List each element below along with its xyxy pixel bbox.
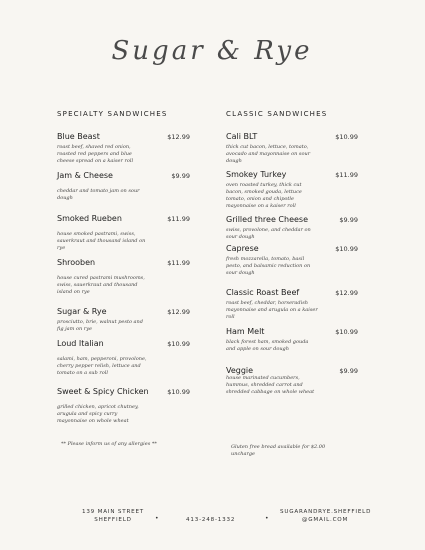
item-price: $10.99 (335, 133, 358, 141)
email-line-1: SUGARANDRYE.SHEFFIELD (280, 509, 372, 515)
menu-item (226, 215, 358, 241)
item-description: roast beef, shaved red onion, roasted red peppers and blue cheese spread on a kaiser roll (57, 144, 134, 164)
footer-email[interactable] (280, 508, 370, 524)
menu-item (226, 366, 358, 396)
allergy-note: ** Please inform us of any allergies ** (61, 441, 157, 447)
specialty-section (57, 110, 190, 424)
item-description: cheddar and tomato jam on sour dough (57, 188, 140, 201)
item-price: $10.99 (167, 388, 190, 396)
item-name: Blue Beast (57, 132, 100, 141)
item-name: Cali BLT (226, 132, 258, 141)
item-name: Classic Roast Beef (226, 288, 300, 297)
item-price: $12.99 (167, 308, 190, 316)
item-name: Veggie (226, 366, 254, 375)
brand-logo (0, 32, 425, 72)
item-name: Loud Italian (57, 339, 104, 348)
classic-section (226, 110, 358, 395)
footer-separator: • (265, 515, 269, 522)
menu-item (226, 132, 358, 165)
item-name: Sugar & Rye (57, 307, 107, 316)
item-price: $9.99 (339, 367, 358, 375)
footer-separator: • (155, 515, 159, 522)
item-price: $9.99 (171, 172, 190, 180)
item-price: $12.99 (335, 289, 358, 297)
item-description: salami, ham, pepperoni, provolone, cherry pepper relish, lettuce and tomato on a sub roll (57, 356, 147, 376)
menu-item (226, 244, 358, 277)
address-line-2: SHEFFIELD (94, 517, 132, 523)
classic-heading: CLASSIC SANDWICHES (226, 110, 328, 118)
menu-item (57, 258, 190, 296)
address-line-1: 139 MAIN STREET (81, 509, 145, 515)
menu-item (226, 327, 358, 353)
email-line-2: @GMAIL.COM (301, 517, 349, 523)
item-description: grilled chicken, apricot chutney, arugula and spicy curry mayonnaise on whole wheat (57, 404, 139, 424)
menu-item (57, 171, 190, 202)
item-description: thick cut bacon, lettuce, tomato, avocado and mayonnaise on sour dough (226, 144, 311, 164)
footer-address (73, 508, 153, 524)
item-price: $11.99 (167, 215, 190, 223)
item-price: $12.99 (167, 133, 190, 141)
menu-item (57, 214, 190, 252)
item-description: fresh mozzarella, tomato, basil pesto, and balsamic reduction on sour dough (226, 256, 311, 276)
item-name: Smokey Turkey (226, 170, 287, 179)
gluten-free-note: Gluten free bread available for $2.00 uncharge (231, 444, 326, 457)
item-description: roast beef, cheddar, horseradish mayonnaise and arugula on a kaiser roll (226, 300, 318, 320)
item-description: house marinated cucumbers, hummus, shredded carrot and shredded cabbage on whole wheat (226, 375, 315, 395)
item-price: $11.99 (335, 171, 358, 179)
footer-phone[interactable]: 413-248-1332 (186, 517, 236, 523)
item-name: Caprese (226, 244, 259, 253)
item-name: Sweet & Spicy Chicken (57, 387, 149, 396)
item-price: $10.99 (335, 328, 358, 336)
menu-item (57, 307, 190, 333)
item-description: house cured pastrami mushrooms, swiss, sauerkraut and thousand island on rye (57, 275, 145, 295)
item-description: swiss, provolone, and cheddar on sour dough (226, 227, 311, 240)
item-description: black forest ham, smoked gouda and apple on sour dough (226, 339, 309, 352)
menu-item (226, 288, 358, 321)
item-description: prosciutto, brie, walnut pesto and fig jam on rye (57, 319, 143, 332)
item-description: oven roasted turkey, thick cut bacon, smoked gouda, lettuce tomato, onion and chipotle mayonnaise on a kaiser roll (226, 182, 302, 209)
brand-logo-text: Sugar & Rye (111, 36, 313, 66)
item-price: $9.99 (339, 216, 358, 224)
menu-item (57, 132, 190, 165)
item-price: $10.99 (335, 245, 358, 253)
item-name: Jam & Cheese (57, 171, 113, 180)
menu-item (57, 339, 190, 377)
item-price: $11.99 (167, 259, 190, 267)
item-name: Grilled three Cheese (226, 215, 308, 224)
menu-item (226, 170, 358, 210)
item-description: house smoked pastrami, swiss, sauerkraut and thousand island on rye (57, 231, 146, 251)
item-name: Shrooben (57, 258, 96, 267)
item-name: Ham Melt (226, 327, 265, 336)
specialty-heading: SPECIALTY SANDWICHES (57, 110, 168, 118)
menu-item (57, 387, 190, 425)
item-name: Smoked Rueben (57, 214, 122, 223)
item-price: $10.99 (167, 340, 190, 348)
